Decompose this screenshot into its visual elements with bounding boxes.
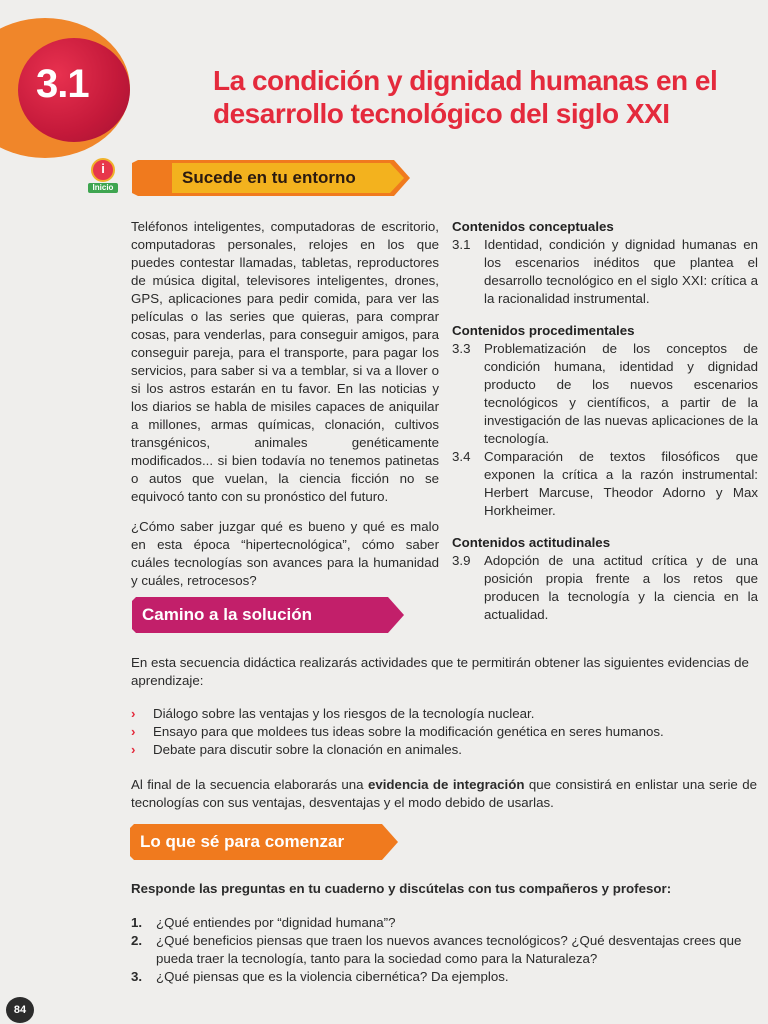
list-item: [131, 723, 757, 741]
intro-paragraph: Teléfonos inteligentes, computadoras de escritorio, computadoras personales, relojes en los que puedes contestar llamadas, tabletas, reproductores de música digital, televisores inteligentes, drones, GPS, aplicaciones para pedir comida, para ver las películas o las series que quieras, para comprar cosas, para venderlas, para conseguir amigos, para conseguir pareja, para el transporte, para pagar los servicios, para saber si va a temblar, si va a llover o si los astros estarán en tu favor. En las noticias y los diarios se habla de misiles capaces de aniquilar a millones, armas químicas, clonación, cultivos transgénicos, animales genéticamente modificados... si bien todavía no tenemos patinetas o autos que vuelan, la ciencia ficción no se equivocó tanto con su pronóstico del futuro.: [131, 219, 439, 504]
chevron-right-icon: ›: [131, 724, 136, 739]
list-item-text: Ensayo para que moldees tus ideas sobre la modificación genética en seres humanos.: [153, 724, 664, 739]
question-number: 1.: [131, 915, 143, 930]
question-text: ¿Qué entiendes por “dignidad humana”?: [156, 915, 396, 930]
camino-intro: En esta secuencia didáctica realizarás actividades que te permitirán obtener las siguientes evidencias de aprendizaje:: [131, 655, 749, 688]
content-item: [452, 448, 758, 520]
content-item: [452, 552, 758, 624]
content-number: 3.9: [452, 553, 471, 568]
procedimentales-group: [452, 322, 758, 520]
inicio-label: Inicio: [88, 183, 118, 193]
question-number: 2.: [131, 933, 143, 948]
question-number: 3.: [131, 969, 143, 984]
section-number: 3.1: [36, 62, 89, 106]
question-item: [131, 968, 757, 986]
content-text: Adopción de una actitud crítica y de una posición propia frente a los retos que producen la tecnología y la ciencia en la actualidad.: [484, 553, 758, 622]
page-title: La condición y dignidad humanas en el desarrollo tecnológico del siglo XXI: [213, 65, 718, 129]
chevron-right-icon: ›: [131, 706, 136, 721]
list-item: [131, 705, 757, 723]
questions-prompt: Responde las preguntas en tu cuaderno y discútelas con tus compañeros y profesor:: [131, 881, 672, 896]
questions-list: [131, 914, 757, 986]
content-number: 3.4: [452, 449, 471, 464]
conceptuales-group: [452, 218, 758, 308]
question-paragraph: ¿Cómo saber juzgar qué es bueno y qué es malo en esta época “hipertecnológica”, cómo saber cuáles tecnologías son avances para la humanidad y cuáles, retrocesos?: [131, 519, 439, 588]
content-number: 3.3: [452, 341, 471, 356]
content-number: 3.1: [452, 237, 471, 252]
actitudinales-group: [452, 534, 758, 624]
question-text: ¿Qué piensas que es la violencia cibernética? Da ejemplos.: [156, 969, 509, 984]
contents-column: [452, 218, 758, 638]
content-text: Problematización de los conceptos de condición humana, identidad y dignidad producto de los nuevos escenarios tecnológicos y científicos, a partir de la investigación de las nuevas aplicaciones de la tecnología.: [484, 341, 758, 446]
integration-paragraph: [131, 776, 757, 812]
question-item: [131, 932, 757, 968]
banner-lo-que-se: [130, 824, 400, 860]
list-item-text: Diálogo sobre las ventajas y los riesgos de la tecnología nuclear.: [153, 706, 535, 721]
content-text: Comparación de textos filosóficos que exponen la crítica a la razón instrumental: Herbert Marcuse, Theodor Adorno y Max Horkheimer.: [484, 449, 758, 518]
inicio-icon: i Inicio: [88, 158, 118, 194]
integration-text-before: Al final de la secuencia elaborarás una: [131, 777, 368, 792]
question-item: [131, 914, 757, 932]
question-text: ¿Qué beneficios piensas que traen los nuevos avances tecnológicos? ¿Qué desventajas crees que pueda traer la tecnología, tanto para la sociedad como para la Naturaleza?: [156, 933, 742, 966]
banner-camino: [132, 597, 406, 633]
banner-camino-label: Camino a la solución: [142, 605, 313, 624]
list-item-text: Debate para discutir sobre la clonación en animales.: [153, 742, 462, 757]
left-column: [131, 218, 439, 602]
integration-evidence-term: evidencia de integración: [367, 777, 525, 792]
procedimentales-heading: Contenidos procedimentales: [452, 323, 635, 338]
evidence-list: [131, 705, 757, 759]
content-item: [452, 340, 758, 448]
conceptuales-heading: Contenidos conceptuales: [452, 219, 614, 234]
banner-lo-que-se-label: Lo que sé para comenzar: [140, 832, 345, 851]
content-text: Identidad, condición y dignidad humanas en los escenarios inéditos que plantea el desarrollo tecnológico en el siglo XXI: crítica a la racionalidad instrumental.: [484, 237, 758, 306]
actitudinales-heading: Contenidos actitudinales: [452, 535, 611, 550]
list-item: [131, 741, 757, 759]
page-number: 84: [6, 997, 34, 1023]
banner-entorno: [132, 160, 412, 196]
banner-entorno-label: Sucede en tu entorno: [182, 168, 356, 187]
content-item: [452, 236, 758, 308]
chevron-right-icon: ›: [131, 742, 136, 757]
integration-text-after: que consistirá en enlistar una serie de tecnologías con sus ventajas, desventajas y el modo debido de usarlas.: [131, 777, 757, 810]
